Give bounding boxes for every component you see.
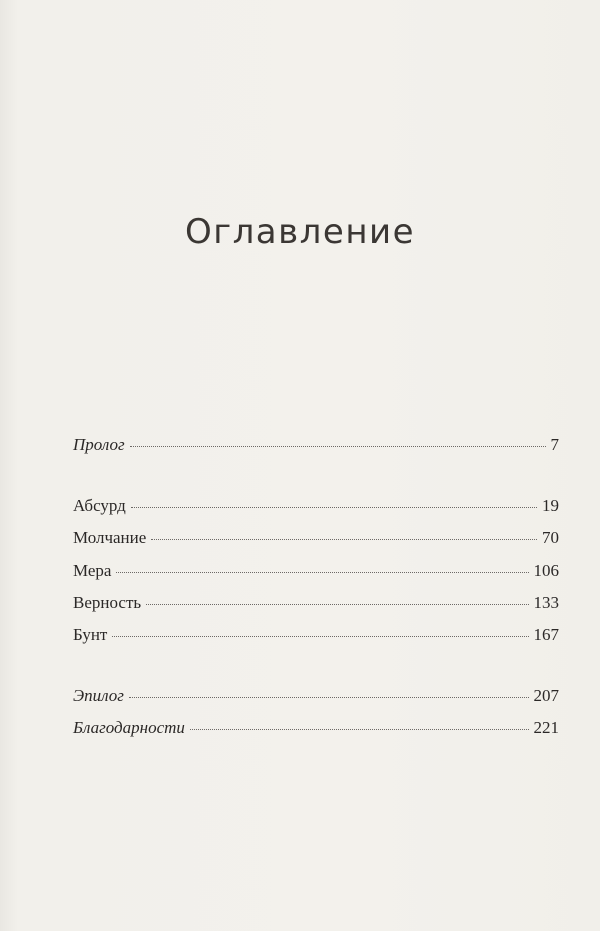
toc-entry-label: Верность xyxy=(73,593,142,612)
toc-entry-revolt xyxy=(73,625,559,649)
dot-leader xyxy=(146,604,528,605)
dot-leader xyxy=(112,636,528,637)
dot-leader xyxy=(151,539,537,540)
toc-entry-absurd xyxy=(73,496,559,520)
toc-entry-label: Молчание xyxy=(73,528,147,547)
toc-entry-page: 19 xyxy=(542,496,559,515)
toc-entry-page: 207 xyxy=(533,686,559,705)
toc-entry-label: Благодарности xyxy=(73,718,185,737)
toc-entry-label: Пролог xyxy=(73,435,125,454)
toc-entry-acknowledgements xyxy=(73,718,559,742)
dot-leader xyxy=(129,697,529,698)
toc-entry-label: Абсурд xyxy=(73,496,126,515)
toc-entry-page: 133 xyxy=(533,593,559,612)
toc-entry-epilogue xyxy=(73,686,559,710)
toc-entry-page: 106 xyxy=(533,561,559,580)
toc-entry-label: Эпилог xyxy=(73,686,124,705)
toc-entry-page: 167 xyxy=(533,625,559,644)
toc-entry-page: 70 xyxy=(542,528,559,547)
dot-leader xyxy=(131,507,537,508)
page-title: Оглавление xyxy=(184,212,416,252)
toc-entry-silence xyxy=(73,528,559,552)
toc-entry-fidelity xyxy=(73,593,559,617)
toc-entry-label: Мера xyxy=(73,561,112,580)
dot-leader xyxy=(116,572,528,573)
toc-entry-page: 7 xyxy=(550,435,559,454)
toc-entry-measure xyxy=(73,561,559,585)
toc-entry-label: Бунт xyxy=(73,625,108,644)
toc-entry-page: 221 xyxy=(533,718,559,737)
dot-leader xyxy=(190,729,529,730)
dot-leader xyxy=(130,446,546,447)
toc-entry-prologue xyxy=(73,435,559,459)
